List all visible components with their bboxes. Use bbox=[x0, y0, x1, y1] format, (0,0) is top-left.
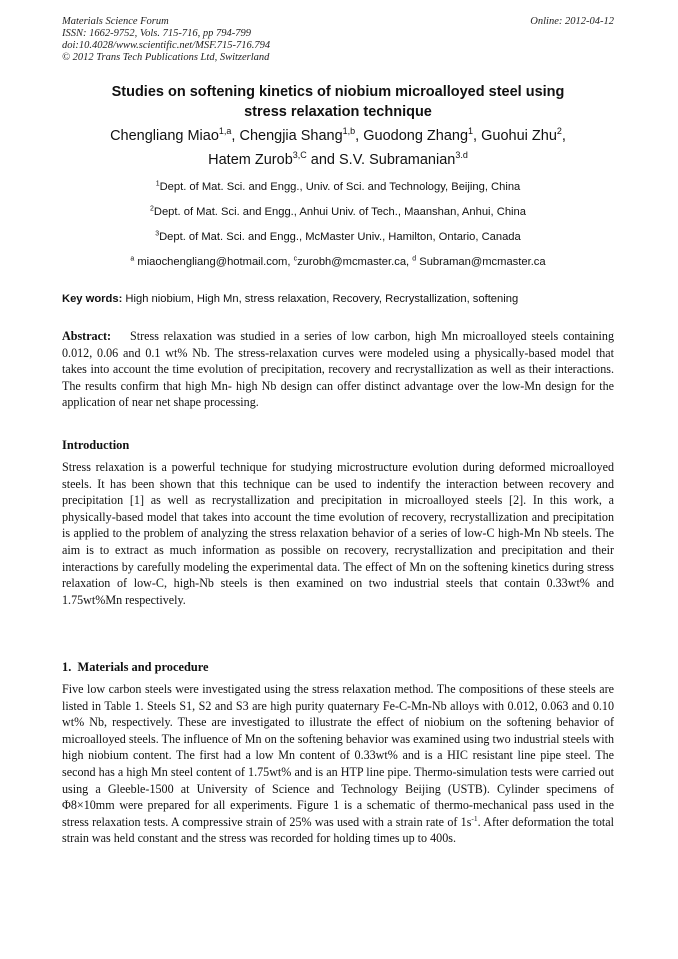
paper-title bbox=[62, 82, 614, 122]
email-sup: d bbox=[412, 255, 417, 263]
author: Guodong Zhang bbox=[363, 128, 469, 144]
author: Chengjia Shang bbox=[239, 128, 343, 144]
introduction-heading: Introduction bbox=[62, 438, 130, 452]
section-1-body-end: . After deformation the total strain was held constant and the stress was recorded for holding times up to 400s. bbox=[62, 814, 614, 846]
author-sep: , bbox=[561, 128, 566, 144]
affiliation-text: Dept. of Mat. Sci. and Engg., McMaster Univ., Hamilton, Ontario, Canada bbox=[159, 231, 521, 243]
author-sup: 3,C bbox=[292, 150, 307, 161]
author-sep: , bbox=[355, 128, 364, 144]
author: Chengliang Miao bbox=[110, 128, 219, 144]
strain-rate-sup: -1 bbox=[471, 813, 478, 823]
affiliation-3 bbox=[62, 230, 614, 244]
affiliation-1 bbox=[62, 180, 614, 194]
keywords bbox=[62, 292, 614, 306]
doi-line: doi:10.4028/www.scientific.net/MSF.715-716.794 bbox=[62, 40, 271, 51]
email-line bbox=[62, 255, 614, 269]
author-sup: 1 bbox=[468, 126, 474, 137]
author-list bbox=[62, 124, 614, 172]
title-line-2: stress relaxation technique bbox=[244, 104, 432, 120]
email-link[interactable]: zurobh@mcmaster.ca, bbox=[297, 256, 413, 268]
section-title: Materials and procedure bbox=[77, 660, 209, 674]
affiliation-2 bbox=[62, 205, 614, 219]
email-link[interactable]: Subraman@mcmaster.ca bbox=[419, 256, 546, 268]
author-sup: 2 bbox=[556, 126, 562, 137]
abstract-text: Stress relaxation was studied in a series of low carbon, high Mn microalloyed steels containing 0.012, 0.06 and 0.1 wt% Nb. The stress-relaxation curves were modeled using a physically-based model that takes into account the time evolution of precipitation, recovery and recrystallization as well as their interactions. The results confirm that high Mn- high Nb design can offer distinct advantage over the low-Mn design for the application of near net shape processing. bbox=[62, 329, 614, 410]
affiliation-sup: 3 bbox=[155, 230, 160, 238]
author: Guohui Zhu bbox=[481, 128, 557, 144]
keywords-text: High niobium, High Mn, stress relaxation, Recovery, Recrystallization, softening bbox=[125, 293, 519, 305]
title-line-1: Studies on softening kinetics of niobium microalloyed steel using bbox=[111, 84, 565, 100]
abstract-label: Abstract: bbox=[62, 329, 112, 343]
section-number: 1. bbox=[62, 660, 72, 674]
section-1-body: Five low carbon steels were investigated using the stress relaxation method. The compositions of these steels are listed in Table 1. Steels S1, S2 and S3 are high purity quaternary Fe-C-Mn-Nb alloys with 0.012, 0.063 and 0.10 wt% Nb, respectively. These are investigated to illustrate the effect of niobium on the softening behavior of microalloyed steels. The influence of Mn on the softening behavior was examined using two industrial steels with high niobium content. The first had a low Mn content of 0.33wt% and is a HIC resistant line pipe steel. The second has a high Mn steel content of 1.75wt% and is an HTP line pipe. Thermo-simulation tests were carried out using a Gleeble-1500 at University of Science and Technology Beijing (USTB). Cylinder specimens of Φ8×10mm were prepared for all experiments. Figure 1 is a schematic of thermo-mechanical pass used in the stress relaxation tests. A compressive strain of 25% was used with a strain rate of 1s bbox=[62, 682, 614, 829]
issn-line: ISSN: 1662-9752, Vols. 715-716, pp 794-799 bbox=[62, 28, 251, 39]
introduction-text: Stress relaxation is a powerful technique for studying microstructure evolution during deformed microalloyed steels. It has been shown that this technique can be used to indentify the interaction between recovery and precipitation [1] as well as recrystallization and precipitation in microalloyed steels [2]. In this work, a physically-based model that takes into account the time evolution of recovery, recrystallization and precipitation is applied to the problem of analyzing the stress relaxation behavior of a series of low-C high-Mn Nb steels. The aim is to extract as much information as possible on recovery, recrystallization and precipitation and their interactions by carefully modeling the experimental data. The effect of Mn on the softening kinetics during stress relaxation of low-C, high-Nb steels is then examined on two industrial steels that contain 0.33wt% and 1.75wt%Mn respectively. bbox=[62, 460, 614, 607]
affiliation-sup: 1 bbox=[155, 180, 160, 188]
section-1-heading bbox=[62, 659, 614, 675]
email-sup: a bbox=[130, 255, 135, 263]
affiliation-sup: 2 bbox=[150, 205, 154, 213]
author: S.V. Subramanian bbox=[339, 152, 456, 168]
author-sep: , bbox=[473, 128, 482, 144]
online-date: Online: 2012-04-12 bbox=[530, 16, 614, 27]
keywords-label: Key words: bbox=[62, 293, 123, 305]
journal-name: Materials Science Forum bbox=[62, 16, 169, 27]
copyright-line: © 2012 Trans Tech Publications Ltd, Switzerland bbox=[62, 52, 270, 63]
email-link[interactable]: miaochengliang@hotmail.com, bbox=[137, 256, 294, 268]
author-sep: and bbox=[306, 152, 339, 168]
author-sep: , bbox=[231, 128, 240, 144]
page-header bbox=[62, 16, 614, 64]
author-sup: 1,b bbox=[342, 126, 356, 137]
email-sup: c bbox=[293, 255, 298, 263]
author: Hatem Zurob bbox=[208, 152, 293, 168]
section-1-text bbox=[62, 681, 614, 847]
affiliation-text: Dept. of Mat. Sci. and Engg., Anhui Univ. of Tech., Maanshan, Anhui, China bbox=[153, 206, 526, 218]
affiliation-text: Dept. of Mat. Sci. and Engg., Univ. of Sci. and Technology, Beijing, China bbox=[159, 181, 521, 193]
author-sup: 1,a bbox=[218, 126, 232, 137]
author-sup: 3.d bbox=[455, 150, 468, 161]
abstract bbox=[62, 328, 614, 411]
